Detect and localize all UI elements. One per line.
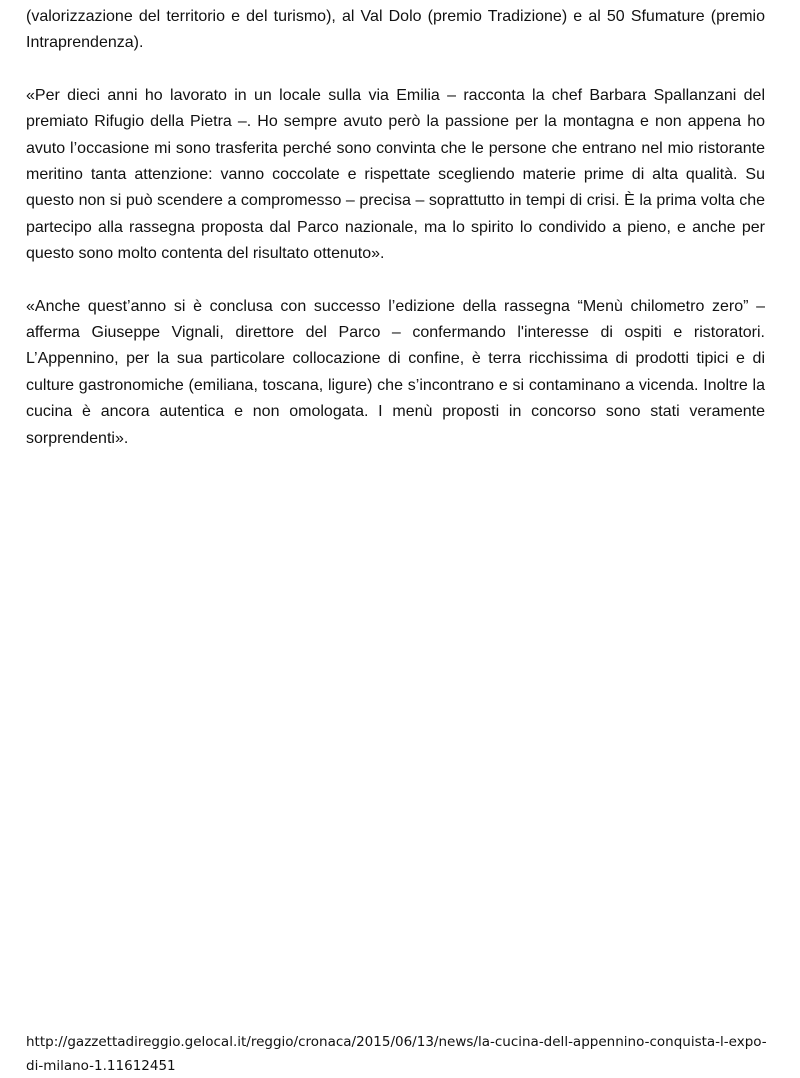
- paragraph-chef-quote: «Per dieci anni ho lavorato in un locale sulla via Emilia – racconta la chef Barbara Spallanzani del premiato Rifugio della Pietra –. Ho sempre avuto però la passione per la montagna e non appena ho avuto l’occasione mi sono trasferita perché sono convinta che le persone che entrano nel mio ristorante meritino tanta attenzione: vanno coccolate e rispettate scegliendo materie prime di alta qualità. Su questo non si può scendere a compromesso – precisa – soprattutto in tempi di crisi. È la prima volta che partecipo alla rassegna proposta dal Parco nazionale, ma lo spirito lo condivido a pieno, e anche per questo sono molto contenta del risultato ottenuto».: [26, 86, 765, 263]
- paragraph-director-quote: «Anche quest’anno si è conclusa con successo l’edizione della rassegna “Menù chilometro zero” – afferma Giuseppe Vignali, direttore del Parco – confermando l'interesse di ospiti e ristoratori. L’Appennino, per la sua particolare collocazione di confine, è terra ricchissima di prodotti tipici e di culture gastronomiche (emiliana, toscana, ligure) che s’incontrano e si contaminano a vicenda. Inoltre la cucina è ancora autentica e non omologata. I menù proposti in concorso sono stati veramente sorprendenti».: [26, 297, 765, 447]
- paragraph-award-list: (valorizzazione del territorio e del turismo), al Val Dolo (premio Tradizione) e al 50 Sfumature (premio Intraprendenza).: [26, 8, 765, 52]
- article-body: [26, 4, 765, 478]
- source-url: http://gazzettadireggio.gelocal.it/reggio/cronaca/2015/06/13/news/la-cucina-dell-appennino-conquista-l-expo-di-milano-1.11612451: [26, 1034, 767, 1074]
